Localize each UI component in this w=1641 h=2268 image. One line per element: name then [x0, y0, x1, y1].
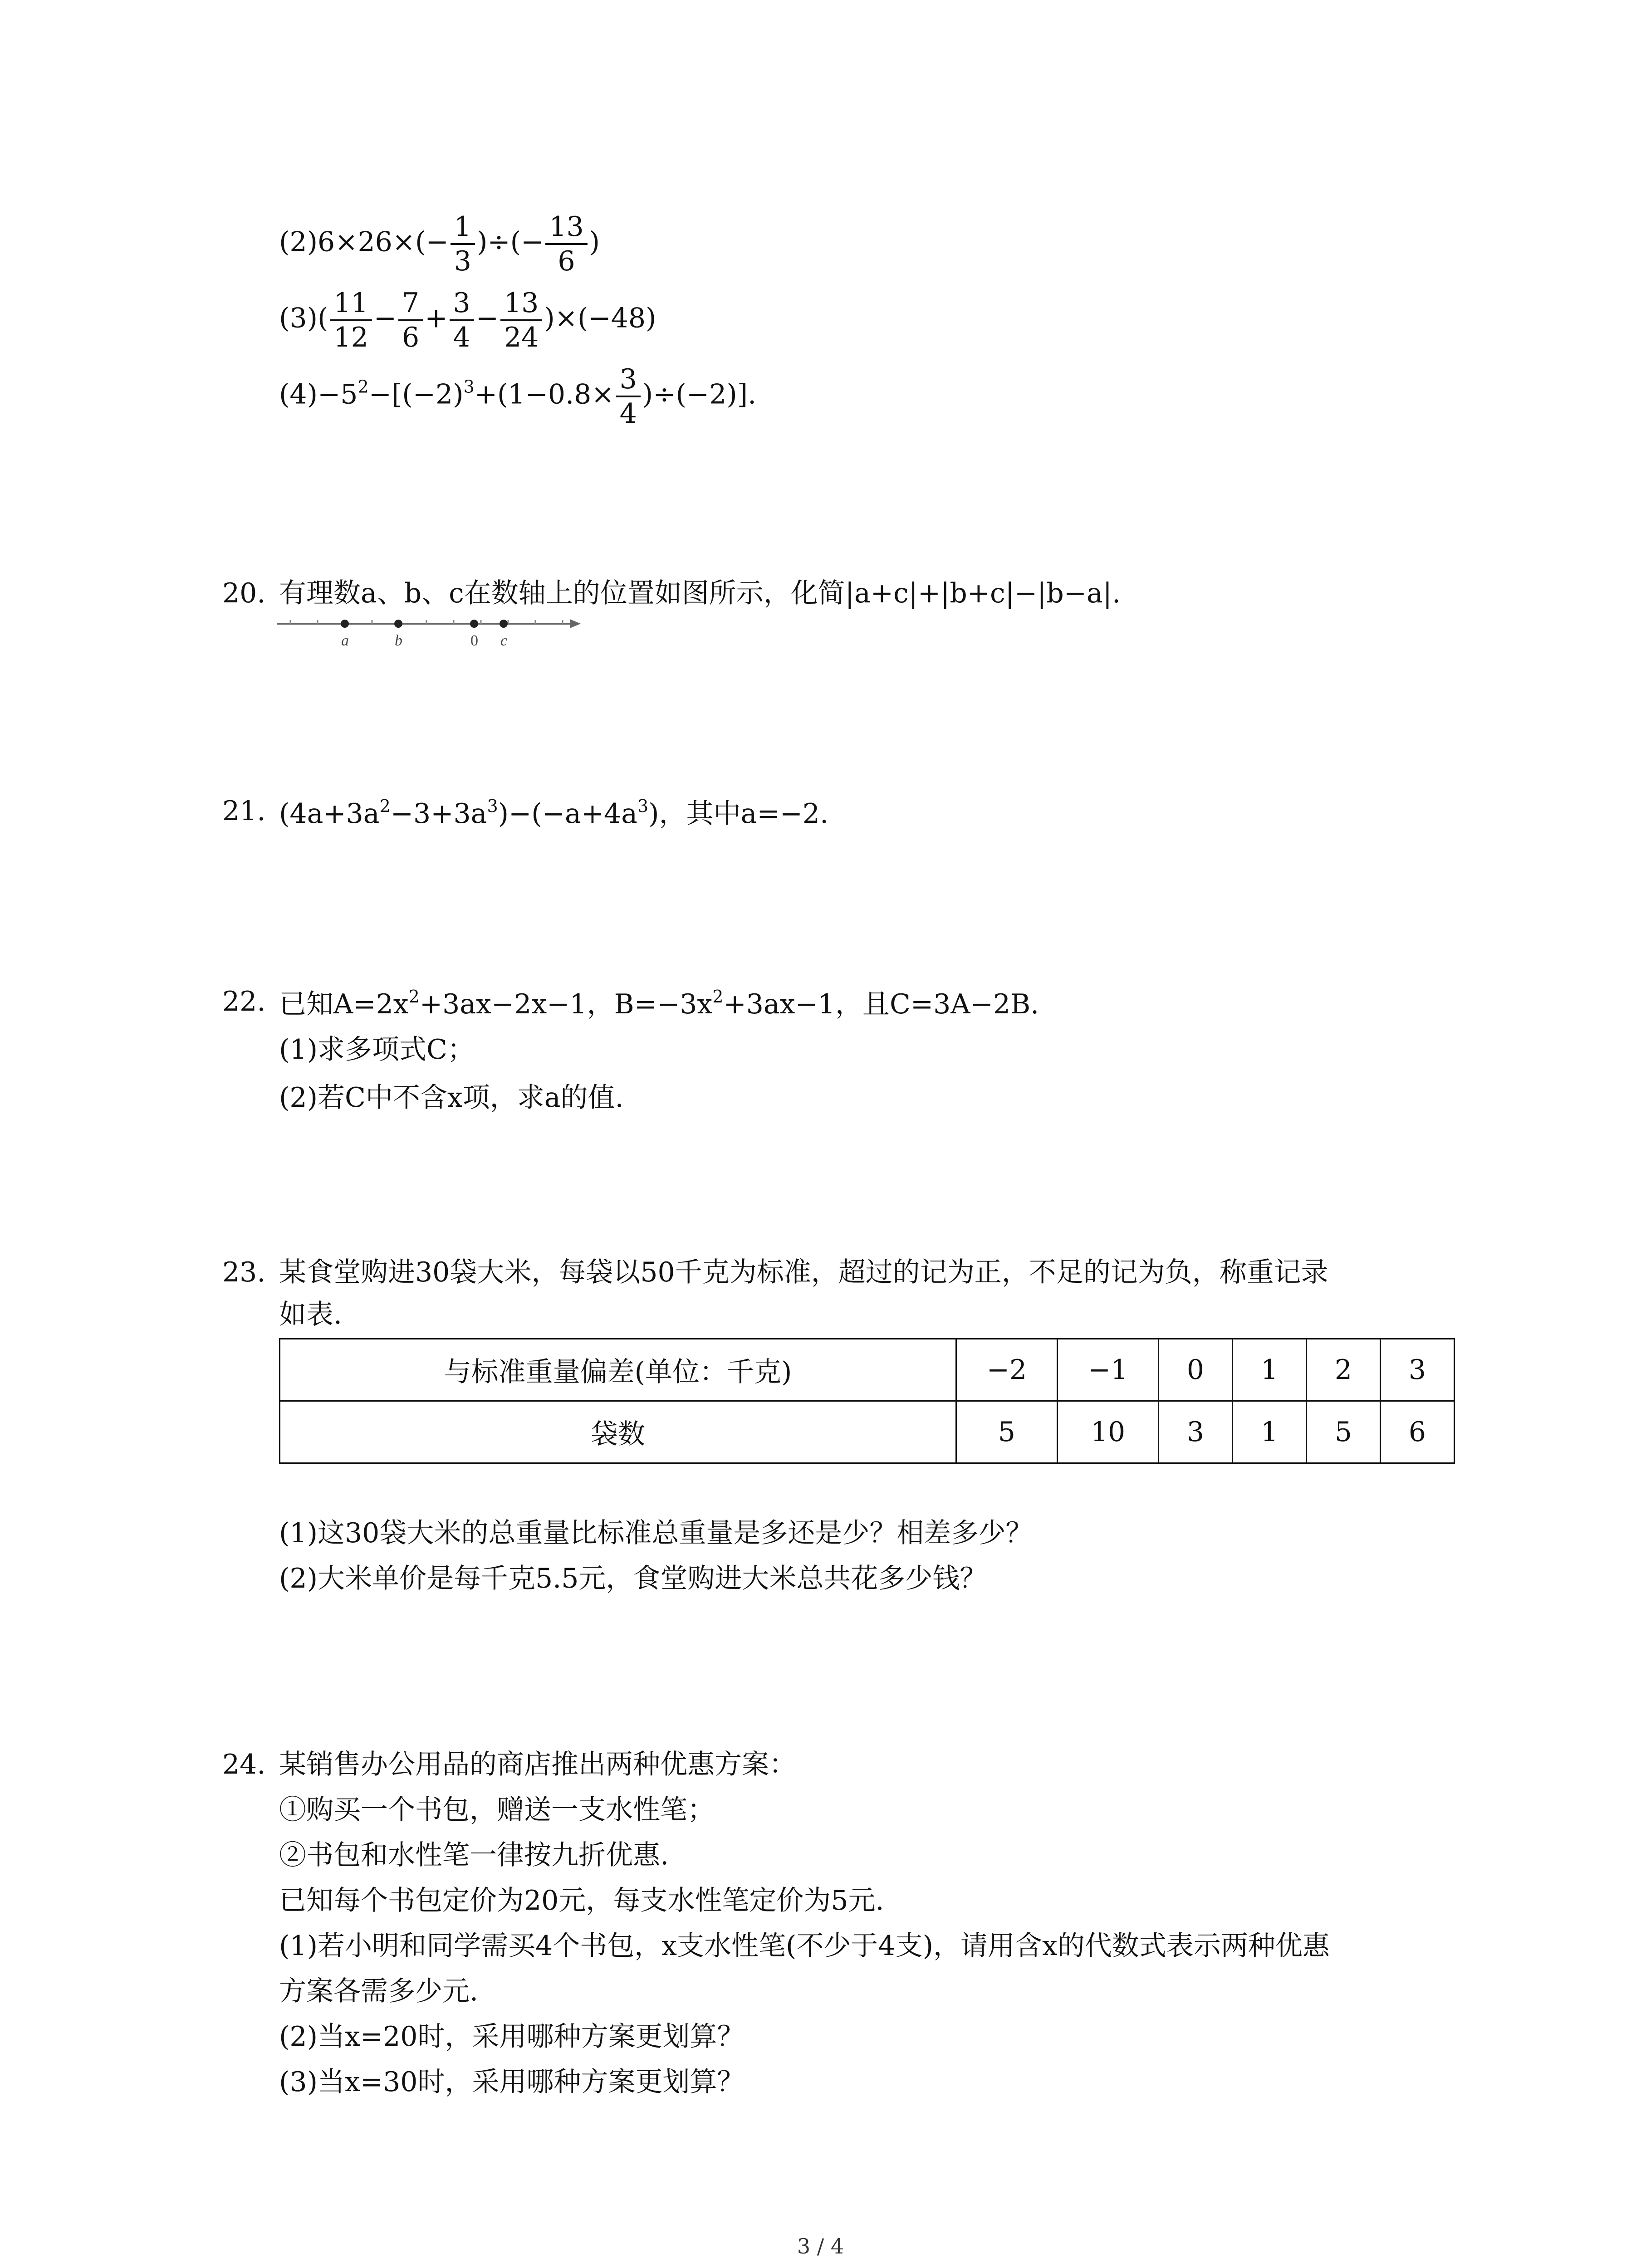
fraction: $\frac{11}{12}$	[330, 289, 372, 351]
q22-part2: (2)若C中不含x项，求a的值.	[279, 1082, 624, 1114]
point-b	[394, 620, 402, 628]
fraction: $\frac{3}{4}$	[616, 366, 641, 427]
q24-line5: (1)若小明和同学需买4个书包，x支水性笔(不少于4支)，请用含x的代数式表示两种优惠	[279, 1930, 1330, 1962]
q24-line3: ②书包和水性笔一律按九折优惠.	[279, 1839, 669, 1871]
q23-line2: 如表.	[279, 1299, 343, 1330]
table-cell: 5	[1307, 1401, 1381, 1463]
q24-line4: 已知每个书包定价为20元，每支水性笔定价为5元.	[279, 1885, 884, 1916]
fraction: $\frac{3}{4}$	[450, 289, 474, 351]
q24-line6: 方案各需多少元.	[279, 1975, 479, 2007]
point-zero	[470, 620, 478, 628]
table-cell: 3	[1159, 1401, 1233, 1463]
q24-number: 24.	[222, 1749, 266, 1780]
table-cell: 1	[1233, 1401, 1307, 1463]
q19-part2: (2)6×26×(− $\frac{1}{3}$ )÷(− $\frac{13}{6}$ )	[279, 211, 600, 277]
table-header-bags: 袋数	[280, 1401, 956, 1463]
point-a	[341, 620, 349, 628]
table-cell: 2	[1307, 1339, 1381, 1401]
q24-line7: (2)当x=20时，采用哪种方案更划算？	[279, 2021, 745, 2053]
fraction: $\frac{13}{24}$	[500, 289, 542, 351]
q24-line8: (3)当x=30时，采用哪种方案更划算？	[279, 2066, 745, 2098]
table-cell: 6	[1381, 1401, 1455, 1463]
fraction: $\frac{13}{6}$	[545, 213, 587, 275]
fraction: $\frac{1}{3}$	[451, 213, 475, 275]
label-b: b	[395, 632, 402, 649]
page-number: 3 / 4	[797, 2234, 844, 2258]
label-a: a	[341, 632, 349, 649]
q21-text: $(4a+3a^2-3+3a^3)-(-a+4a^3)$，其中a=−2.	[279, 796, 829, 830]
q23-part2: (2)大米单价是每千克5.5元，食堂购进大米总共花多少钱？	[279, 1563, 987, 1594]
q22-part1: (1)求多项式C；	[279, 1034, 475, 1066]
q21-number: 21.	[222, 795, 266, 827]
q23-line1: 某食堂购进30袋大米，每袋以50千克为标准，超过的记为正，不足的记为负，称重记录	[279, 1256, 1328, 1288]
table-cell: 5	[956, 1401, 1058, 1463]
q22-text: 已知$A=2x^2+3ax-2x-1$，$B=-3x^2+3ax-1$，且C=3A−2B.	[279, 987, 1039, 1020]
table-cell: −1	[1058, 1339, 1159, 1401]
table-cell: 3	[1381, 1339, 1455, 1401]
q20-text: 有理数a、b、c在数轴上的位置如图所示，化简|a+c|+|b+c|−|b−a|.	[279, 577, 1121, 609]
fraction: $\frac{7}{6}$	[398, 289, 423, 351]
q23-part1: (1)这30袋大米的总重量比标准总重量是多还是少？相差多少？	[279, 1517, 1033, 1549]
q19-part3: (3)( $\frac{11}{12}$ − $\frac{7}{6}$ + $\frac{3}{4}$ − $\frac{13}{24}$ )×(−48)	[279, 287, 656, 353]
table-row	[280, 1339, 1455, 1401]
table-cell: 10	[1058, 1401, 1159, 1463]
table-cell: −2	[956, 1339, 1058, 1401]
weight-deviation-table	[279, 1338, 1455, 1464]
table-cell: 1	[1233, 1339, 1307, 1401]
table-cell: 0	[1159, 1339, 1233, 1401]
label-zero: 0	[470, 632, 478, 649]
table-header-deviation: 与标准重量偏差(单位：千克)	[280, 1339, 956, 1401]
q20-number: 20.	[222, 577, 266, 609]
table-row	[280, 1401, 1455, 1463]
q24-line2: ①购买一个书包，赠送一支水性笔；	[279, 1794, 715, 1826]
q22-number: 22.	[222, 986, 266, 1017]
point-c	[500, 620, 508, 628]
q19-part4: $(4)-5^2-[(-2)^3+(1-0.8\times$ $\frac{3}{4}$ )÷(−2)].	[279, 363, 757, 430]
label-c: c	[500, 632, 508, 649]
q23-number: 23.	[222, 1256, 266, 1288]
q24-line1: 某销售办公用品的商店推出两种优惠方案：	[279, 1749, 796, 1780]
number-line	[272, 610, 590, 651]
